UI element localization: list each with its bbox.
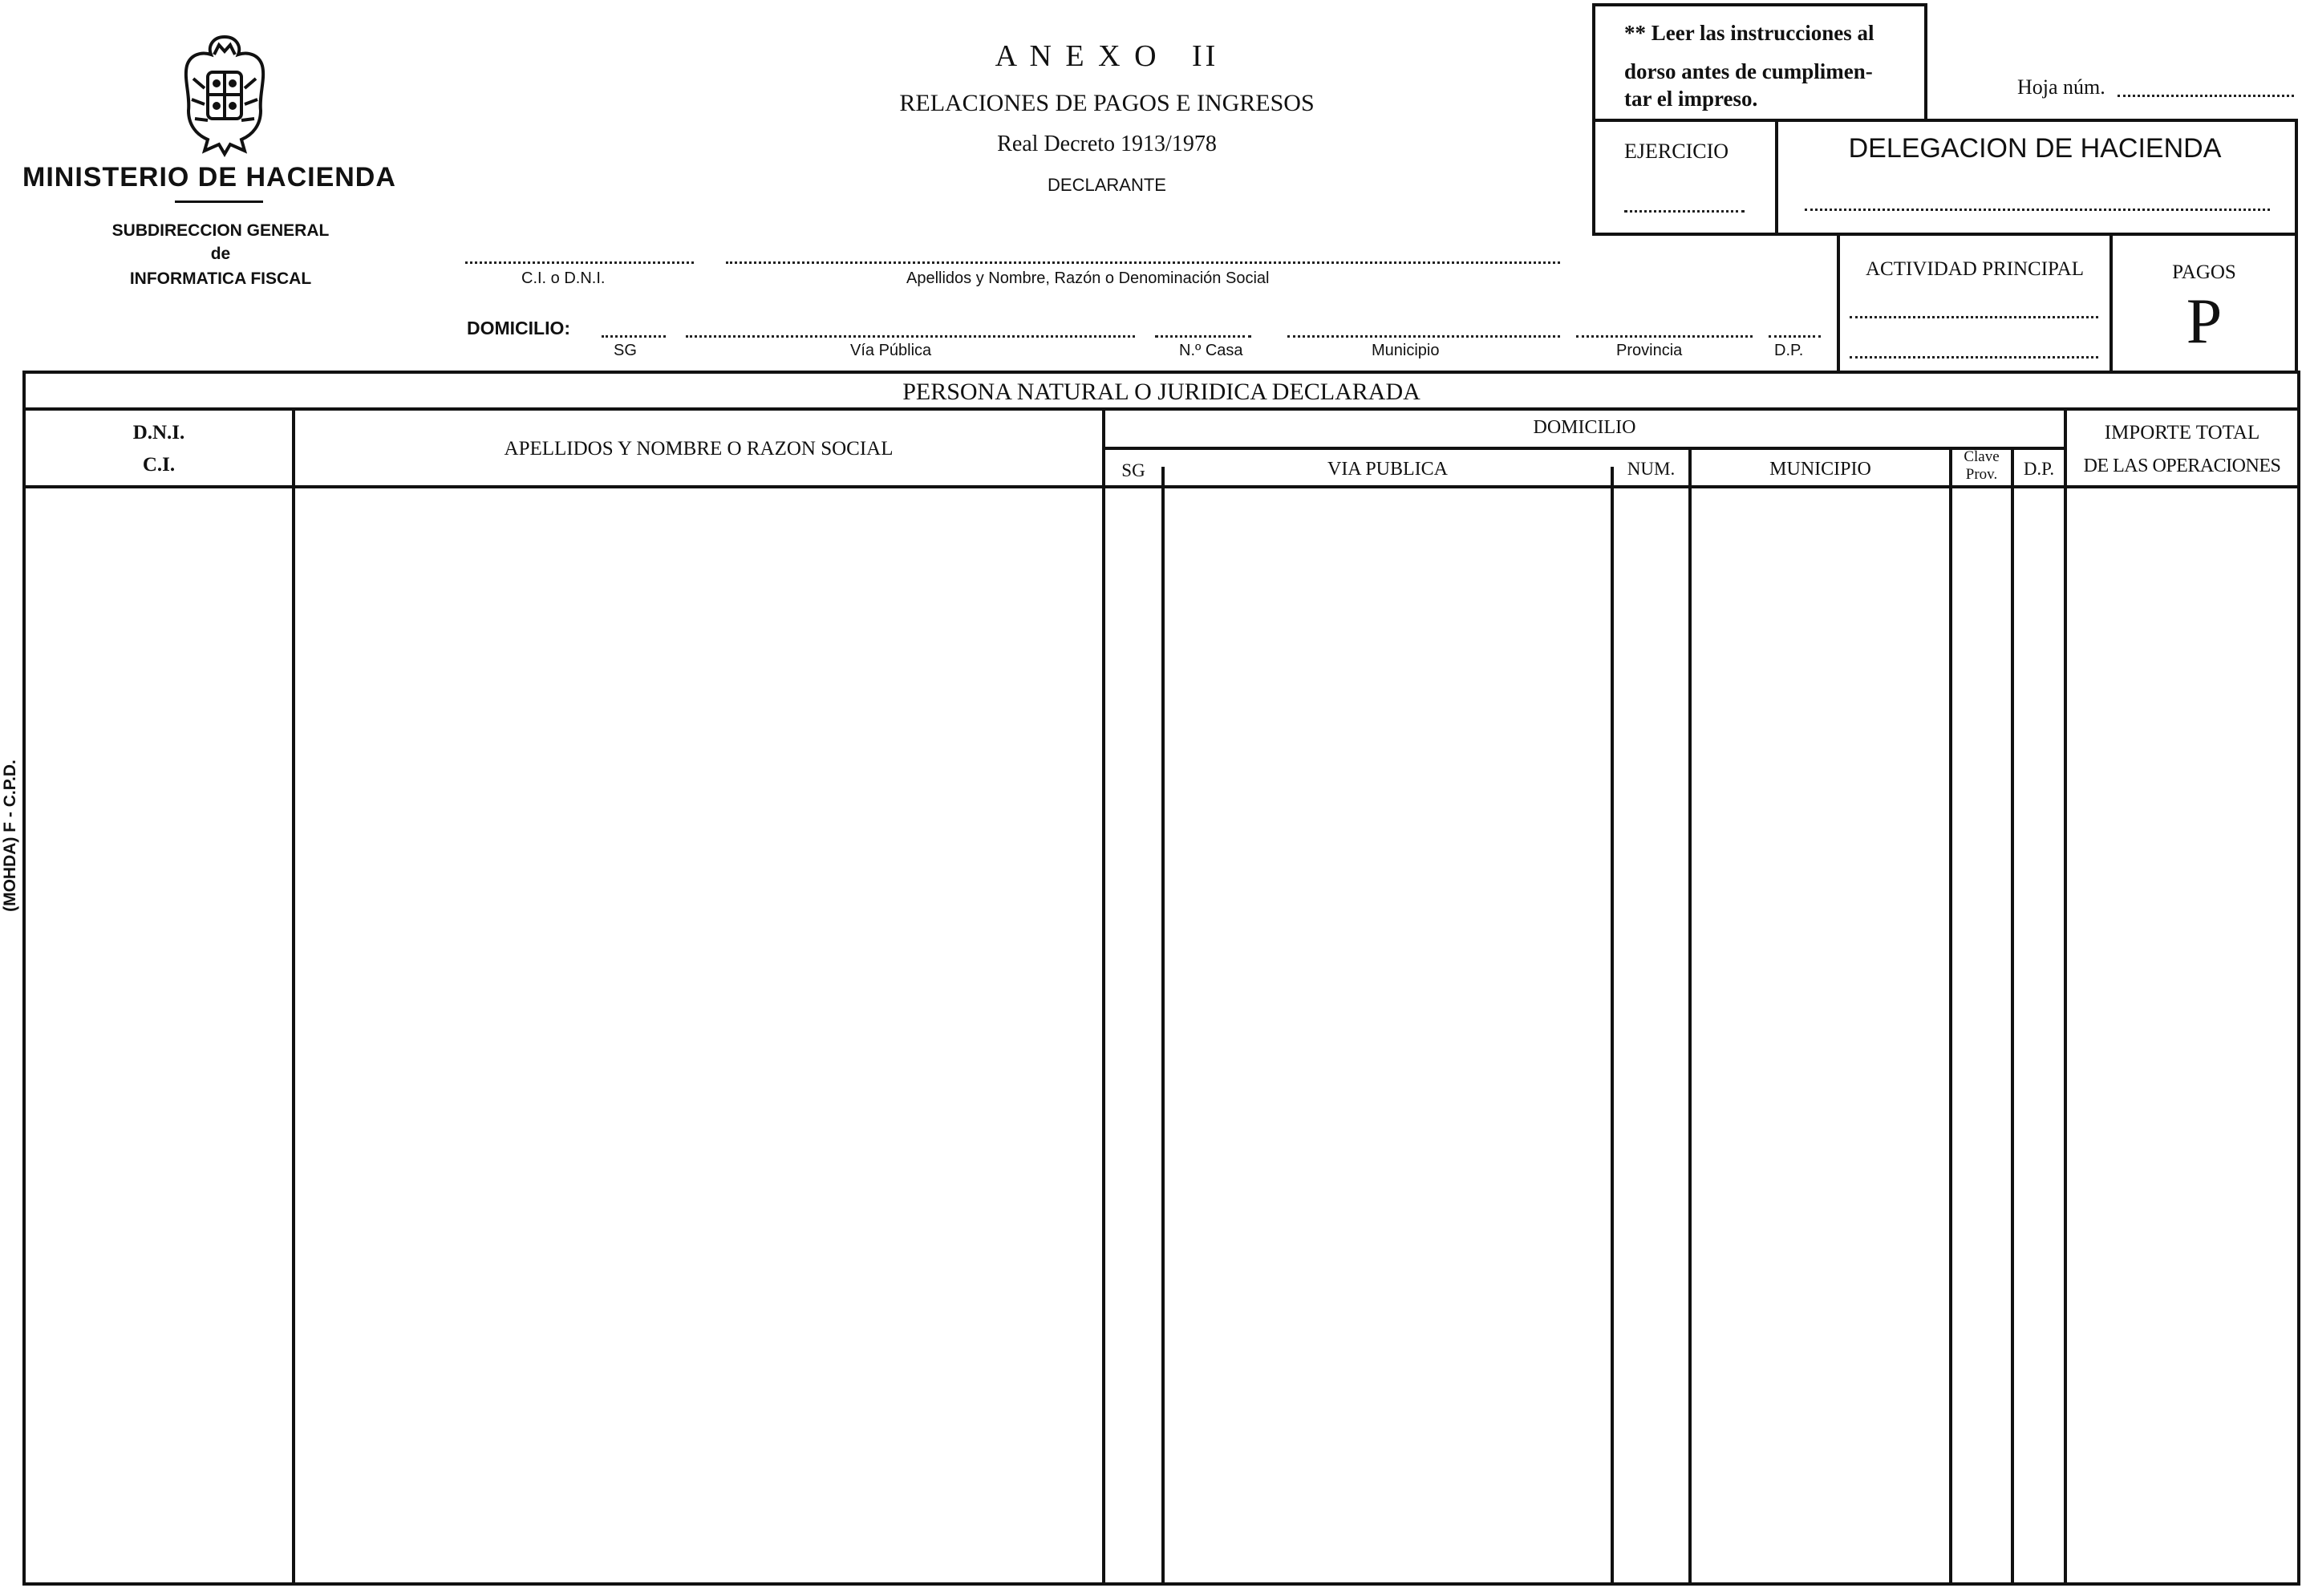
domicilio-via-field[interactable] (686, 335, 1135, 338)
subdireccion-line-1: SUBDIRECCION GENERAL (111, 221, 330, 240)
ejercicio-field[interactable] (1624, 210, 1745, 213)
actividad-field-1[interactable] (1850, 316, 2098, 318)
domicilio-ncasa-field[interactable] (1155, 335, 1251, 338)
ejercicio-label: EJERCICIO (1624, 140, 1729, 163)
col-clave-label-1: Clave (1964, 448, 2000, 465)
col-importe-label-1: IMPORTE TOTAL (2104, 422, 2260, 444)
declarante-title: DECLARANTE (1048, 175, 1166, 195)
col-dp-label: D.P. (2023, 459, 2055, 479)
instructions-line-3: tar el impreso. (1624, 87, 1758, 111)
table-body[interactable] (26, 488, 2297, 1582)
domicilio-provincia-field[interactable] (1576, 335, 1753, 338)
col-num-label: NUM. (1627, 459, 1676, 479)
actividad-label: ACTIVIDAD PRINCIPAL (1865, 258, 2084, 280)
col-domicilio-group-label: DOMICILIO (1533, 417, 1636, 438)
ci-dni-field[interactable] (465, 261, 694, 264)
col-dni-label-1: D.N.I. (132, 422, 185, 444)
pagos-letter: P (2186, 286, 2223, 357)
domicilio-municipio-label: Municipio (1372, 342, 1440, 359)
domicilio-sg-label: SG (614, 342, 637, 359)
col-municipio-label: MUNICIPIO (1769, 459, 1871, 480)
domicilio-label: DOMICILIO: (467, 318, 571, 338)
apellidos-field[interactable] (726, 261, 1560, 264)
ci-dni-label: C.I. o D.N.I. (521, 269, 606, 287)
actividad-field-2[interactable] (1850, 356, 2098, 358)
domicilio-ncasa-label: N.º Casa (1179, 342, 1243, 359)
col-sg-label: SG (1121, 460, 1145, 480)
anexo-title: A N E X O II (995, 39, 1219, 73)
pagos-label: PAGOS (2172, 261, 2236, 283)
apellidos-label: Apellidos y Nombre, Razón o Denominación Social (906, 269, 1270, 287)
hoja-num-field[interactable] (2118, 95, 2294, 97)
domicilio-dp-field[interactable] (1769, 335, 1821, 338)
ministry-title: MINISTERIO DE HACIENDA (22, 162, 396, 192)
coat-of-arms-emblem (172, 30, 277, 159)
table-title-rule (22, 407, 2300, 411)
domicilio-via-label: Vía Pública (850, 342, 932, 359)
col-importe-label-2: DE LAS OPERACIONES (2083, 456, 2281, 476)
relaciones-title: RELACIONES DE PAGOS E INGRESOS (899, 90, 1315, 116)
domicilio-provincia-label: Provincia (1616, 342, 1683, 359)
hoja-num-label: Hoja núm. (2017, 75, 2105, 99)
domicilio-dp-label: D.P. (1774, 342, 1804, 359)
subdireccion-line-3: INFORMATICA FISCAL (129, 269, 312, 288)
subdireccion-line-2: de (210, 245, 231, 263)
ministry-underline (175, 201, 263, 203)
domicilio-sg-field[interactable] (602, 335, 666, 338)
table-title: PERSONA NATURAL O JURIDICA DECLARADA (902, 379, 1421, 405)
domicilio-municipio-field[interactable] (1287, 335, 1560, 338)
real-decreto: Real Decreto 1913/1978 (997, 132, 1217, 156)
side-code: (MOHDA) F - C.P.D. (1, 760, 19, 912)
col-apellidos-label: APELLIDOS Y NOMBRE O RAZON SOCIAL (504, 438, 894, 460)
col-clave-label-2: Prov. (1965, 466, 1998, 483)
col-dni-label-2: C.I. (142, 454, 176, 476)
instructions-line-1: ** Leer las instrucciones al (1624, 21, 1874, 45)
delegacion-field[interactable] (1805, 209, 2270, 211)
col-via-label: VIA PUBLICA (1327, 459, 1448, 480)
instructions-line-2: dorso antes de cumplimen- (1624, 59, 1873, 83)
delegacion-label: DELEGACION DE HACIENDA (1848, 133, 2222, 164)
domicilio-group-rule (1102, 447, 2067, 450)
